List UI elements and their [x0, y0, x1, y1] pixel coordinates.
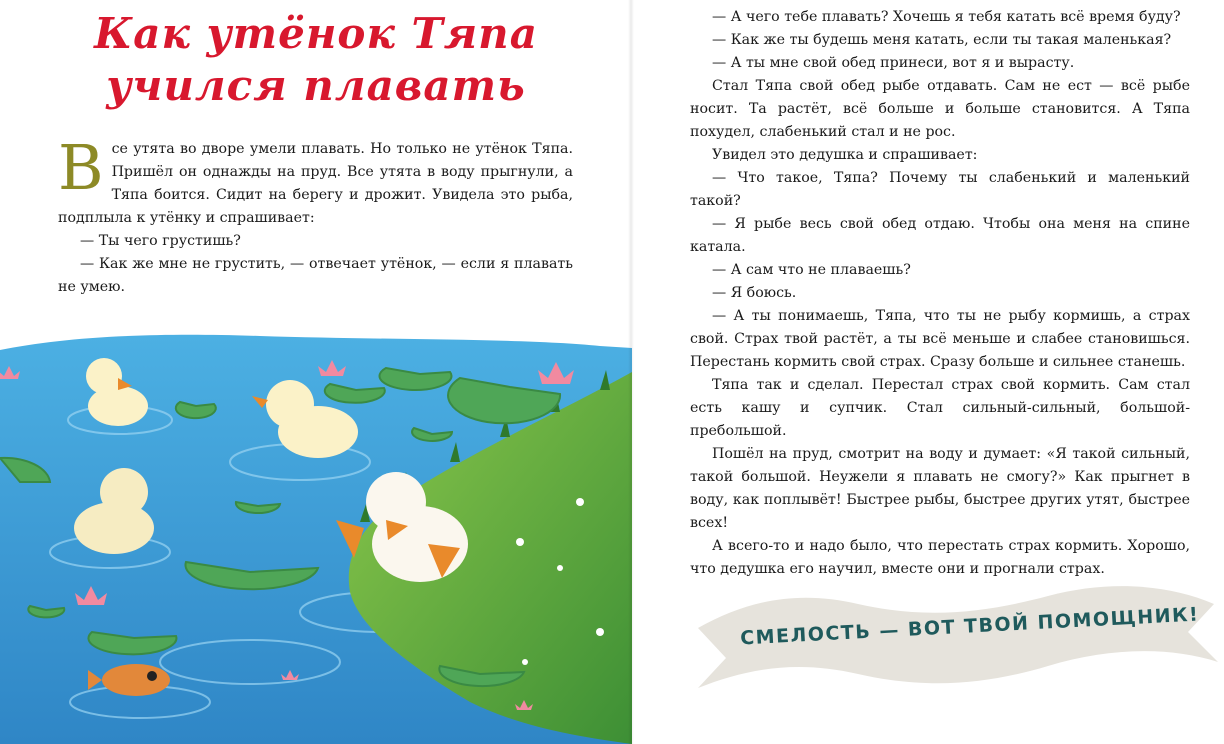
paragraph: — А сам что не плаваешь?	[712, 262, 911, 278]
paragraph: А всего-то и надо было, что перестать страх кормить. Хорошо, что дедушка его научил, вместе они и прогнали страх.	[690, 538, 1190, 577]
paragraph: Стал Тяпа свой обед рыбе отдавать. Сам не ест — всё рыбе носит. Та растёт, всё больше и больше становится. А Тяпа похудел, слабенький стал и не рос.	[690, 78, 1190, 140]
paragraph: — Я боюсь.	[712, 285, 797, 301]
pond-illustration	[0, 332, 632, 744]
drop-cap: В	[58, 131, 104, 204]
paragraph	[58, 131, 573, 230]
paragraph: Пошёл на пруд, смотрит на воду и думает: «Я такой сильный, такой большой. Неужели я плавать не смогу?» Как прыгнет в воду, как поплывёт! Быстрее рыбы, быстрее других утят, быстрее всех!	[690, 446, 1190, 531]
title-line-2: учился плавать	[106, 61, 526, 110]
paragraph: — А ты мне свой обед принеси, вот я и вырасту.	[712, 55, 1075, 71]
paragraph: — Ты чего грустишь?	[80, 233, 241, 249]
right-page	[632, 0, 1224, 744]
story-title	[0, 8, 632, 112]
right-story-text	[690, 6, 1190, 581]
paragraph: Увидел это дедушка и спрашивает:	[712, 147, 978, 163]
paragraph-text: се утята во дворе умели плавать. Но только не утёнок Тяпа. Пришёл он однажды на пруд. Все утята в воду прыгнули, а Тяпа боится. Сидит на берегу и дрожит. Увидела это рыба, подплыла к утёнку и спрашивает:	[58, 141, 573, 226]
title-line-1: Как утёнок Тяпа	[94, 9, 538, 58]
paragraph: Тяпа так и сделал. Перестал страх свой кормить. Сам стал есть кашу и супчик. Стал сильный-сильный, большой-пребольшой.	[690, 377, 1190, 439]
paragraph: — Как же мне не грустить, — отвечает утёнок, — если я плавать не умею.	[58, 256, 573, 295]
paragraph: — А чего тебе плавать? Хочешь я тебя катать всё время буду?	[712, 9, 1181, 25]
paragraph: — А ты понимаешь, Тяпа, что ты не рыбу кормишь, а страх свой. Страх твой растёт, а ты всё меньше и слабее становишься. Перестань кормить свой страх. Сразу больше и сильнее станешь.	[690, 308, 1190, 370]
paragraph: — Что такое, Тяпа? Почему ты слабенький и маленький такой?	[690, 170, 1190, 209]
left-story-text	[58, 131, 573, 299]
paragraph: — Я рыбе весь свой обед отдаю. Чтобы она меня на спине катала.	[690, 216, 1190, 255]
banner-text: СМЕЛОСТЬ — ВОТ ТВОЙ ПОМОЩНИК!	[739, 603, 1200, 650]
paragraph: — Как же ты будешь меня катать, если ты такая маленькая?	[712, 32, 1172, 48]
